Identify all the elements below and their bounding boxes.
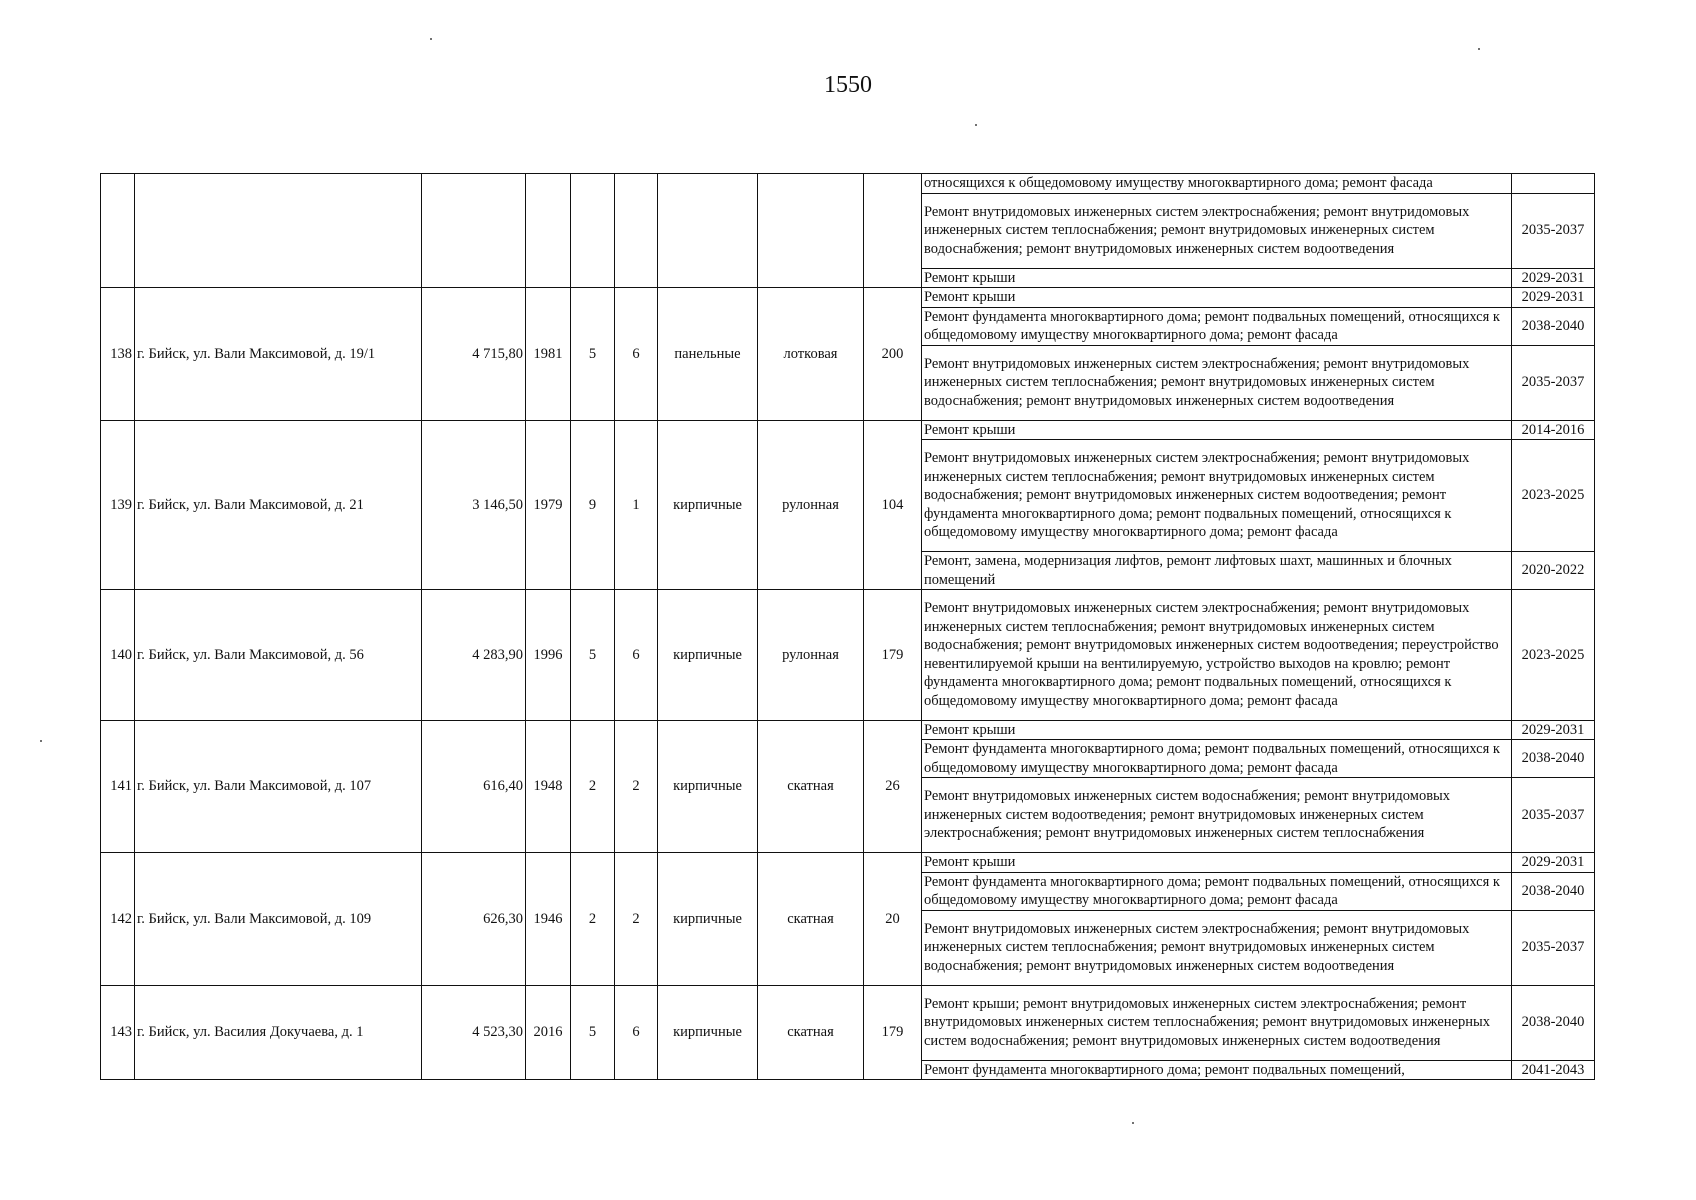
scan-speck — [975, 124, 977, 126]
work-description-cell: Ремонт внутридомовых инженерных систем электроснабжения; ремонт внутридомовых инженерных систем теплоснабжения; ремонт внутридомовых инженерных систем водоснабжения; ремонт внутридомовых инженерных систем водоотведения; ремонт фундамента многоквартирного дома; ремонт подвальных помещений, относящихся к общедомовому имуществу многоквартирного дома; ремонт фасада — [922, 440, 1512, 552]
apartments-cell: 179 — [864, 590, 922, 721]
address-cell: г. Бийск, ул. Вали Максимовой, д. 107 — [135, 720, 422, 853]
roof-type-cell: скатная — [758, 985, 864, 1080]
row-number-cell: 142 — [101, 853, 135, 986]
repair-schedule-table — [100, 173, 1595, 1080]
table-row — [101, 288, 1595, 308]
walls-material-cell: кирпичные — [658, 853, 758, 986]
table-body — [101, 174, 1595, 1080]
roof-type-cell: скатная — [758, 720, 864, 853]
work-description-cell: Ремонт внутридомовых инженерных систем электроснабжения; ремонт внутридомовых инженерных систем теплоснабжения; ремонт внутридомовых инженерных систем водоснабжения; ремонт внутридомовых инженерных систем водоотведения; переустройство невентилируемой крыши на вентилируемую, устройство выходов на кровлю; ремонт фундамента многоквартирного дома; ремонт подвальных помещений, относящихся к общедомовому имуществу многоквартирного дома; ремонт фасада — [922, 590, 1512, 721]
scan-speck — [1478, 48, 1480, 50]
year-cell: 1996 — [526, 590, 571, 721]
apartments-cell: 20 — [864, 853, 922, 986]
area-cell — [422, 174, 526, 288]
work-description-cell: Ремонт фундамента многоквартирного дома; ремонт подвальных помещений, относящихся к общедомовому имуществу многоквартирного дома; ремонт фасада — [922, 740, 1512, 778]
walls-material-cell: кирпичные — [658, 985, 758, 1080]
year-cell: 2016 — [526, 985, 571, 1080]
year-cell: 1948 — [526, 720, 571, 853]
row-number-cell: 140 — [101, 590, 135, 721]
table-row — [101, 720, 1595, 740]
work-description-cell: Ремонт крыши — [922, 853, 1512, 873]
apartments-cell: 26 — [864, 720, 922, 853]
address-cell — [135, 174, 422, 288]
floors-cell — [571, 174, 615, 288]
address-cell: г. Бийск, ул. Вали Максимовой, д. 19/1 — [135, 288, 422, 421]
area-cell: 616,40 — [422, 720, 526, 853]
row-number-cell: 138 — [101, 288, 135, 421]
work-description-cell: Ремонт крыши — [922, 288, 1512, 308]
work-description-cell: Ремонт фундамента многоквартирного дома; ремонт подвальных помещений, относящихся к общедомовому имуществу многоквартирного дома; ремонт фасада — [922, 872, 1512, 910]
floors-cell: 2 — [571, 853, 615, 986]
walls-material-cell: панельные — [658, 288, 758, 421]
address-cell: г. Бийск, ул. Василия Докучаева, д. 1 — [135, 985, 422, 1080]
work-description-cell: Ремонт внутридомовых инженерных систем водоснабжения; ремонт внутридомовых инженерных систем водоотведения; ремонт внутридомовых инженерных систем электроснабжения; ремонт внутридомовых инженерных систем теплоснабжения — [922, 778, 1512, 853]
year-cell: 1946 — [526, 853, 571, 986]
work-description-cell: Ремонт крыши — [922, 268, 1512, 288]
table-row — [101, 590, 1595, 721]
area-cell: 4 283,90 — [422, 590, 526, 721]
work-period-cell: 2038-2040 — [1512, 740, 1595, 778]
entrances-cell: 2 — [615, 720, 658, 853]
row-number-cell: 143 — [101, 985, 135, 1080]
walls-material-cell: кирпичные — [658, 590, 758, 721]
year-cell: 1979 — [526, 420, 571, 590]
entrances-cell: 2 — [615, 853, 658, 986]
floors-cell: 9 — [571, 420, 615, 590]
page-number: 1550 — [824, 72, 872, 98]
apartments-cell — [864, 174, 922, 288]
area-cell: 626,30 — [422, 853, 526, 986]
work-period-cell — [1512, 174, 1595, 194]
roof-type-cell: рулонная — [758, 420, 864, 590]
year-cell — [526, 174, 571, 288]
work-description-cell: относящихся к общедомовому имуществу многоквартирного дома; ремонт фасада — [922, 174, 1512, 194]
floors-cell: 2 — [571, 720, 615, 853]
walls-material-cell — [658, 174, 758, 288]
work-period-cell: 2035-2037 — [1512, 778, 1595, 853]
floors-cell: 5 — [571, 985, 615, 1080]
scan-speck — [1132, 1122, 1134, 1124]
entrances-cell: 6 — [615, 288, 658, 421]
area-cell: 3 146,50 — [422, 420, 526, 590]
work-period-cell: 2041-2043 — [1512, 1060, 1595, 1080]
work-period-cell: 2038-2040 — [1512, 985, 1595, 1060]
work-period-cell: 2035-2037 — [1512, 345, 1595, 420]
work-description-cell: Ремонт фундамента многоквартирного дома; ремонт подвальных помещений, — [922, 1060, 1512, 1080]
address-cell: г. Бийск, ул. Вали Максимовой, д. 109 — [135, 853, 422, 986]
entrances-cell: 1 — [615, 420, 658, 590]
table-row — [101, 420, 1595, 440]
roof-type-cell: скатная — [758, 853, 864, 986]
address-cell: г. Бийск, ул. Вали Максимовой, д. 56 — [135, 590, 422, 721]
roof-type-cell: рулонная — [758, 590, 864, 721]
work-description-cell: Ремонт фундамента многоквартирного дома; ремонт подвальных помещений, относящихся к общедомовому имуществу многоквартирного дома; ремонт фасада — [922, 307, 1512, 345]
work-period-cell: 2029-2031 — [1512, 288, 1595, 308]
roof-type-cell: лотковая — [758, 288, 864, 421]
work-period-cell: 2023-2025 — [1512, 440, 1595, 552]
walls-material-cell: кирпичные — [658, 420, 758, 590]
table-row — [101, 985, 1595, 1060]
work-period-cell: 2029-2031 — [1512, 268, 1595, 288]
row-number-cell: 139 — [101, 420, 135, 590]
entrances-cell: 6 — [615, 985, 658, 1080]
year-cell: 1981 — [526, 288, 571, 421]
work-period-cell: 2038-2040 — [1512, 307, 1595, 345]
apartments-cell: 200 — [864, 288, 922, 421]
floors-cell: 5 — [571, 288, 615, 421]
entrances-cell — [615, 174, 658, 288]
walls-material-cell: кирпичные — [658, 720, 758, 853]
table-row — [101, 174, 1595, 194]
work-period-cell: 2023-2025 — [1512, 590, 1595, 721]
address-cell: г. Бийск, ул. Вали Максимовой, д. 21 — [135, 420, 422, 590]
area-cell: 4 523,30 — [422, 985, 526, 1080]
area-cell: 4 715,80 — [422, 288, 526, 421]
work-period-cell: 2029-2031 — [1512, 853, 1595, 873]
work-description-cell: Ремонт, замена, модернизация лифтов, ремонт лифтовых шахт, машинных и блочных помещений — [922, 552, 1512, 590]
work-description-cell: Ремонт крыши; ремонт внутридомовых инженерных систем электроснабжения; ремонт внутридомовых инженерных систем теплоснабжения; ремонт внутридомовых инженерных систем водоснабжения; ремонт внутридомовых инженерных систем водоотведения — [922, 985, 1512, 1060]
work-description-cell: Ремонт крыши — [922, 720, 1512, 740]
row-number-cell — [101, 174, 135, 288]
scan-speck — [40, 740, 42, 742]
work-period-cell: 2038-2040 — [1512, 872, 1595, 910]
row-number-cell: 141 — [101, 720, 135, 853]
scan-speck — [430, 38, 432, 40]
work-description-cell: Ремонт внутридомовых инженерных систем электроснабжения; ремонт внутридомовых инженерных систем теплоснабжения; ремонт внутридомовых инженерных систем водоснабжения; ремонт внутридомовых инженерных систем водоотведения — [922, 193, 1512, 268]
work-period-cell: 2035-2037 — [1512, 193, 1595, 268]
work-description-cell: Ремонт внутридомовых инженерных систем электроснабжения; ремонт внутридомовых инженерных систем теплоснабжения; ремонт внутридомовых инженерных систем водоснабжения; ремонт внутридомовых инженерных систем водоотведения — [922, 910, 1512, 985]
table-row — [101, 853, 1595, 873]
entrances-cell: 6 — [615, 590, 658, 721]
work-period-cell: 2014-2016 — [1512, 420, 1595, 440]
roof-type-cell — [758, 174, 864, 288]
work-period-cell: 2020-2022 — [1512, 552, 1595, 590]
work-description-cell: Ремонт крыши — [922, 420, 1512, 440]
work-period-cell: 2035-2037 — [1512, 910, 1595, 985]
apartments-cell: 179 — [864, 985, 922, 1080]
work-description-cell: Ремонт внутридомовых инженерных систем электроснабжения; ремонт внутридомовых инженерных систем теплоснабжения; ремонт внутридомовых инженерных систем водоснабжения; ремонт внутридомовых инженерных систем водоотведения — [922, 345, 1512, 420]
floors-cell: 5 — [571, 590, 615, 721]
apartments-cell: 104 — [864, 420, 922, 590]
work-period-cell: 2029-2031 — [1512, 720, 1595, 740]
